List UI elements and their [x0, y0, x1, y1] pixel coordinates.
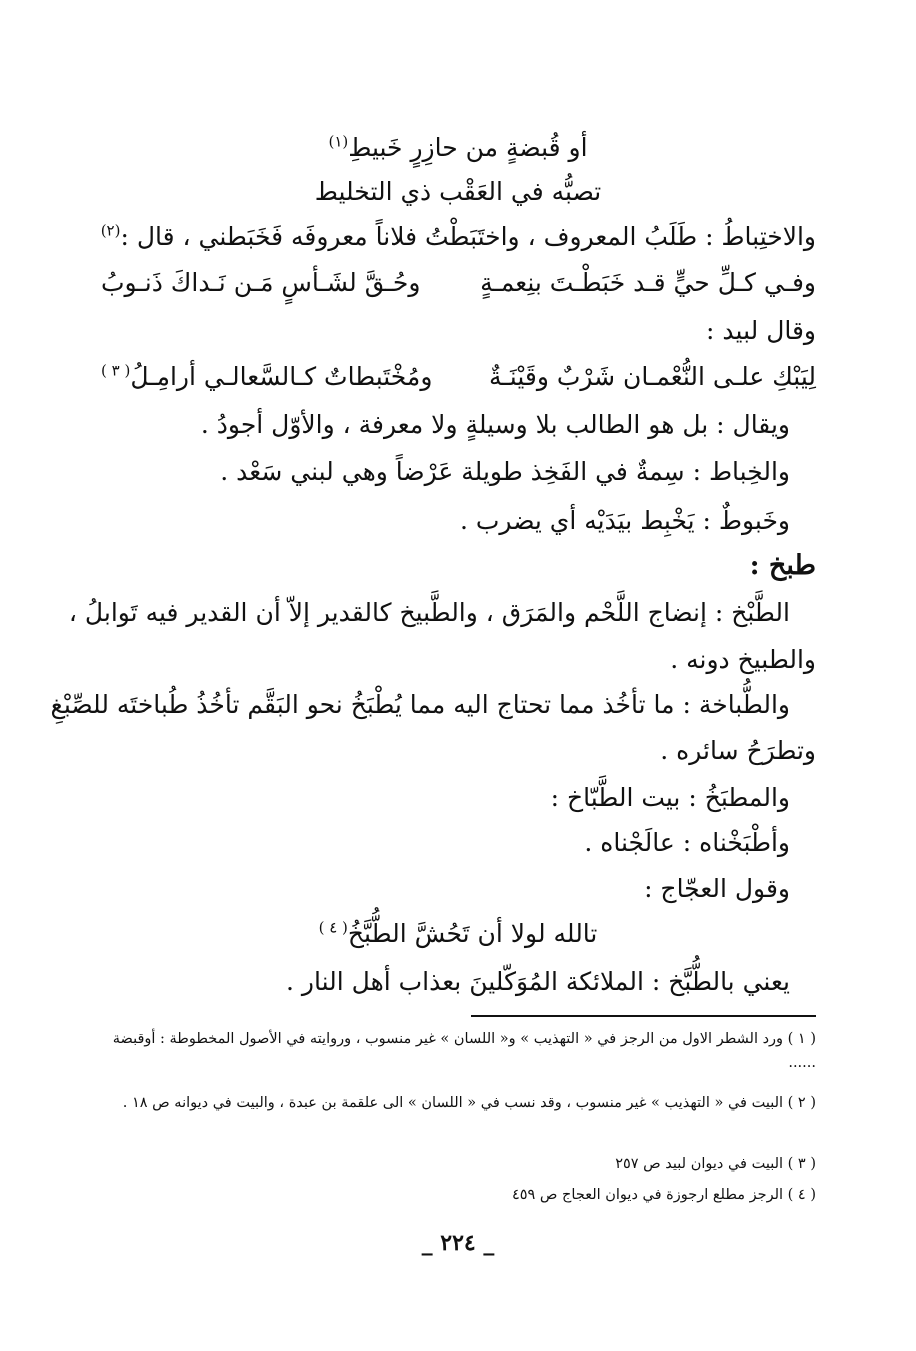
- verse-line-1: أو قُبضةٍ من حازِرٍ خَبيطِ$^{(١)}$: [328, 132, 588, 162]
- paragraph-khabut: وخَبوطٌ : يَخْبِط بيَدَيْه أي يضرب .: [460, 506, 790, 535]
- page-number: _ ٢٢٤ _: [421, 1230, 495, 1256]
- poem-1-second-hemistich: وحُـقَّ لشَـأسٍ مَـن نَـداكَ ذَنـوبُ: [101, 268, 421, 297]
- footnote-3: ( ٣ ) البيت في ديوان لبيد ص ٢٥٧: [615, 1156, 816, 1172]
- paragraph-ikhtibat: والاختِباطُ : طَلَبُ المعروف ، واختَبَطْتُ فلاناً معروفَه فَخَبَطني ، قال :$^{(٢)}$: [100, 221, 816, 251]
- paragraph-atbakhnahu: وأطْبَخْناه : عالَجْناه .: [584, 828, 790, 857]
- footnote-ref-4: ( ٤ ): [318, 918, 348, 937]
- poem-1-first-hemistich: وفـي كـلِّ حيٍّ قـد خَبَطْـتَ بنِعمـةٍ: [480, 268, 816, 297]
- verse-line-2: تصبُّه في العَقْب ذي التخليط: [314, 177, 602, 206]
- footnote-ref-2: (٢): [100, 221, 121, 240]
- footnote-divider: [471, 1015, 816, 1017]
- paragraph-ajjaj: وقول العجّاج :: [644, 874, 790, 903]
- entry-heading: طبخ :: [749, 550, 816, 581]
- footnote-1: ( ١ ) ورد الشطر الاول من الرجز في « التهذيب » و« اللسان » غير منسوب ، وروايته في الأصول المخطوطة : أوقبضة ......: [112, 1031, 816, 1071]
- poem-2-first-hemistich: لِيَبْكِ علـى النُّعْمـان شَرْبٌ وقَيْنَـةٌ: [489, 362, 816, 391]
- footnote-2: ( ٢ ) البيت في « التهذيب » غير منسوب ، وقد نسب في « اللسان » الى علقمة بن عبدة ، والبيت في ديوانه ص ١٨ .: [122, 1095, 816, 1111]
- verse-line-ajjaj: تالله لولا أن تَحُشَّ الطُّبَّخُ$^{( ٤ )}$: [318, 918, 598, 948]
- paragraph-khibat: والخِباط : سِمةٌ في الفَخِذ طويلة عَرْضاً وهي لبني سَعْد .: [220, 457, 790, 486]
- paragraph-tabkh-cont: والطبيخ دونه .: [670, 645, 816, 674]
- poem-line-1: [101, 266, 816, 300]
- paragraph-matbakh: والمطبَخُ : بيت الطَّبّاخ :: [550, 783, 790, 812]
- poem-line-2: [101, 360, 816, 394]
- paragraph-yuqal: ويقال : بل هو الطالب بلا وسيلةٍ ولا معرفة ، والأوّل أجودُ .: [200, 410, 790, 439]
- labid-intro: وقال لبيد :: [706, 316, 816, 345]
- paragraph-tubakha-cont: وتطرَحُ سائره .: [660, 736, 816, 765]
- footnote-4: ( ٤ ) الرجز مطلع ارجوزة في ديوان العجاج ص ٤٥٩: [511, 1187, 816, 1203]
- footnote-ref-3: ( ٣ ): [101, 361, 131, 380]
- poem-2-second-hemistich: ومُخْتَبطاتٌ كـالسَّعالـي أرامِـلُ$^{( ٣ )}$: [101, 361, 433, 391]
- paragraph-tabkh: الطَّبْخ : إنضاج اللَّحْم والمَرَق ، والطَّبيخ كالقدير إلاّ أن القدير فيه تَوابلُ ،: [68, 598, 790, 627]
- paragraph-tubakha: والطُّباخة : ما تأخُذ مما تحتاج اليه مما يُطْبَخُ نحو البَقَّم تأخُذُ طُباختَه للصِّبْغِ: [50, 690, 790, 719]
- footnote-ref-1: (١): [328, 132, 349, 151]
- paragraph-tubbakh: يعني بالطُّبَّخ : الملائكة المُوَكّلينَ بعذاب أهل النار .: [286, 967, 790, 996]
